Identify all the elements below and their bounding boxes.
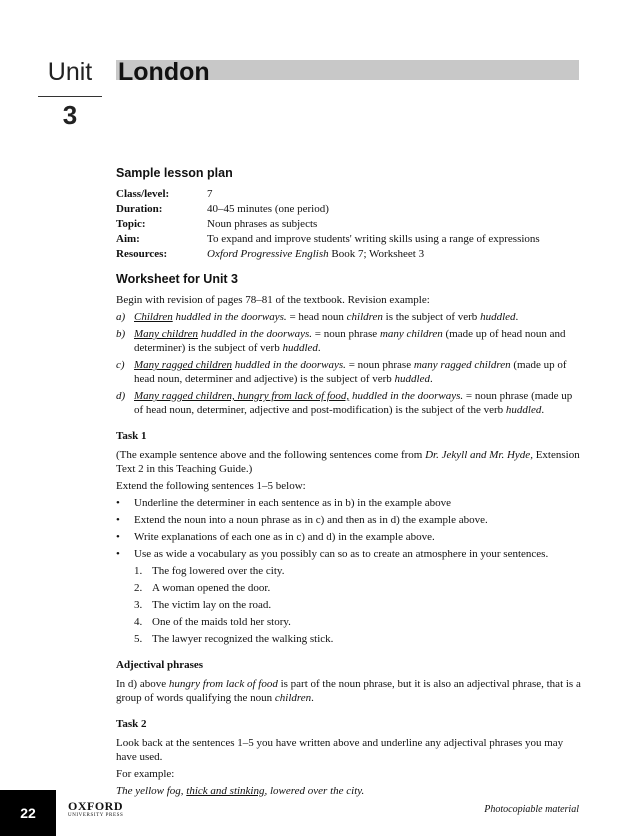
example-text: Children huddled in the doorways. = head noun children is the subject of verb huddled. [134, 311, 519, 323]
list-item: • Underline the determiner in each sentence as in b) in the example above [116, 497, 452, 509]
page-title: London [118, 58, 210, 86]
meta-label: Resources: [116, 248, 168, 260]
meta-row-duration [116, 202, 581, 216]
adjectival-heading: Adjectival phrases [116, 659, 204, 671]
underlined-phrase: Children [134, 311, 173, 323]
meta-label: Topic: [116, 218, 146, 230]
sentence-item: 2. A woman opened the door. [134, 582, 271, 594]
example-text: Many ragged children huddled in the doorways. = noun phrase many ragged children (made up of head noun, determiner and adjective) is the subject of verb huddled. [134, 359, 567, 385]
underlined-phrase: Many children [134, 328, 199, 340]
worksheet-heading: Worksheet for Unit 3 [116, 272, 239, 286]
unit-label: Unit [47, 58, 93, 86]
example-key: b) [116, 328, 126, 340]
bullet-icon: • [116, 497, 120, 509]
example-text: Many children huddled in the doorways. = noun phrase many children (made up of head noun and determiner) is the subject of verb huddled. [134, 328, 566, 354]
bullet-icon: • [116, 514, 120, 526]
example-item [116, 358, 581, 386]
meta-value: Noun phrases as subjects [207, 218, 318, 230]
meta-label: Aim: [116, 233, 140, 245]
task1-note: (The example sentence above and the following sentences come from Dr. Jekyll and Mr. Hyde, Extension Text 2 in this Teaching Guide.) [116, 449, 580, 475]
sentence-item: 3. The victim lay on the road. [134, 599, 272, 611]
bullet-icon: • [116, 531, 120, 543]
task2-example: The yellow fog, thick and stinking, lowered over the city. [116, 785, 365, 797]
list-item: • Extend the noun into a noun phrase as in c) and then as in d) the example above. [116, 514, 488, 526]
underlined-phrase: thick and stinking [186, 785, 265, 797]
meta-row-resources [116, 247, 581, 261]
task1-heading: Task 1 [116, 430, 147, 442]
page-number: 22 [0, 790, 56, 836]
sentence-item: 4. One of the maids told her story. [134, 616, 291, 628]
unit-number: 3 [62, 100, 78, 130]
example-key: c) [116, 359, 125, 371]
example-key: d) [116, 390, 126, 402]
meta-value: 7 [207, 188, 213, 200]
lesson-plan-heading: Sample lesson plan [116, 166, 233, 180]
list-item: • Use as wide a vocabulary as you possibly can so as to create an atmosphere in your sentences. [116, 548, 549, 560]
task2-for-example: For example: [116, 768, 175, 780]
meta-value: 40–45 minutes (one period) [207, 203, 329, 215]
sentence-item: 1. The fog lowered over the city. [134, 565, 285, 577]
sentence-item: 5. The lawyer recognized the walking stick. [134, 633, 334, 645]
task2-heading: Task 2 [116, 718, 147, 730]
meta-label: Duration: [116, 203, 163, 215]
resources-rest: Book 7; Worksheet 3 [328, 248, 425, 260]
meta-row-topic [116, 217, 581, 231]
worksheet-intro: Begin with revision of pages 78–81 of the textbook. Revision example: [116, 294, 430, 306]
logo-small-text: UNIVERSITY PRESS [68, 813, 124, 818]
example-item [116, 327, 581, 355]
meta-value: To expand and improve students' writing skills using a range of expressions [207, 233, 540, 245]
meta-row-aim [116, 232, 581, 246]
book-title: Oxford Progressive English [207, 248, 329, 260]
main-content [116, 165, 581, 801]
example-item [116, 310, 581, 324]
photocopiable-note: Photocopiable material [484, 804, 579, 815]
unit-divider [38, 96, 102, 97]
meta-label: Class/level: [116, 188, 170, 200]
meta-row-class [116, 187, 581, 201]
adjectival-text: In d) above hungry from lack of food is part of the noun phrase, but it is also an adjectival phrase, that is a group of words qualifying the noun children. [116, 678, 581, 704]
task2-text: Look back at the sentences 1–5 you have written above and underline any adjectival phrases you may have used. [116, 737, 564, 763]
example-key: a) [116, 311, 126, 323]
task1-instruction: Extend the following sentences 1–5 below: [116, 480, 306, 492]
example-item [116, 389, 581, 417]
meta-value [207, 247, 581, 261]
bullet-icon: • [116, 548, 120, 560]
list-item: • Write explanations of each one as in c) and d) in the example above. [116, 531, 435, 543]
logo-big-text: OXFORD [68, 799, 123, 813]
publisher-logo [68, 800, 123, 819]
example-text: Many ragged children, hungry from lack of food, huddled in the doorways. = noun phrase (made up of head noun, determiner, adjective and post-modification) is the subject of the verb huddled. [134, 390, 573, 416]
underlined-phrase: Many ragged children [134, 359, 232, 371]
underlined-phrase: Many ragged children, hungry from lack of food, [134, 390, 350, 402]
